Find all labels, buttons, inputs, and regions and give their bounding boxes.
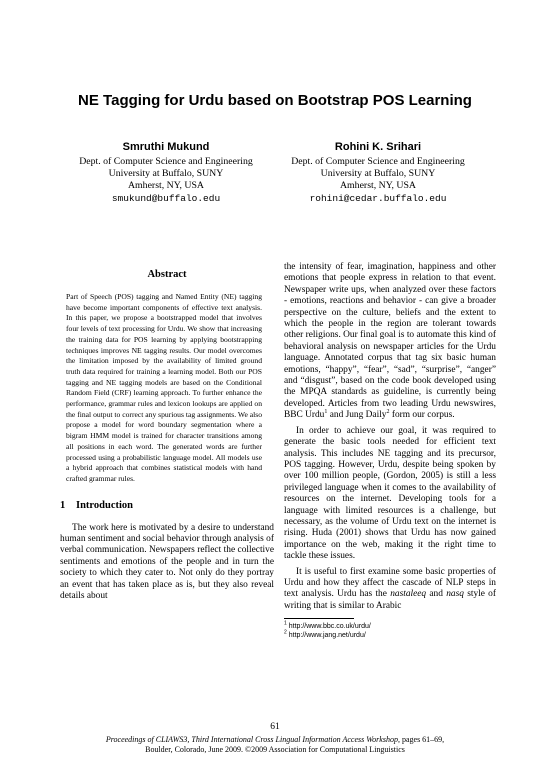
abstract-heading: Abstract xyxy=(147,269,187,280)
proceedings-venue: Proceedings of CLIAWS3, Third International Cross Lingual Information Access Workshop xyxy=(105,735,398,744)
author-block-1 xyxy=(56,140,276,205)
author-email: rohini@cedar.buffalo.edu xyxy=(309,192,447,204)
footnote-ref-2: 2 xyxy=(386,409,390,416)
footnotes xyxy=(284,618,496,640)
author-location: Amherst, NY, USA xyxy=(127,180,205,192)
author-location: Amherst, NY, USA xyxy=(339,180,417,192)
footnote-2 xyxy=(284,631,496,640)
right-paragraph-3 xyxy=(284,567,496,613)
section-title: Introduction xyxy=(76,499,133,511)
footnote-ref-1: 1 xyxy=(324,409,328,416)
paragraph-text: and xyxy=(426,589,447,600)
proceedings-line-2: Boulder, Colorado, June 2009. ©2009 Association for Computational Linguistics xyxy=(145,745,405,754)
right-paragraph-2: In order to achieve our goal, it was required to generate the basic tools needed for efficient text analysis. This includes NE tagging and its precursor, POS tagging. However, Urdu, despite being spoken by over 100 million people, (Gordon, 2005) is still a less privileged language when it comes to the availability of resources on the internet. Developing tools for a language with limited resources is a challenge, but necessary, as the volume of Urdu text on the internet is rising. Huda (2001) shows that Urdu has now gained importance on the web, making it the right time to tackle these issues. xyxy=(284,425,496,562)
abstract-text: Part of Speech (POS) tagging and Named Entity (NE) tagging have become important components of effective text analysis. In this paper, we propose a bootstrapped model that involves four levels of text processing for Urdu. We show that increasing the training data for POS learning by applying bootstrapping techniques improves NE tagging results. Our model overcomes the limitation imposed by the availability of limited ground truth data required for training a learning model. Both our POS tagging and NE tagging models are based on the Conditional Random Field (CRF) learning approach. To further enhance the performance, grammar rules and lexicon lookups are applied on the final output to correct any spurious tag assignments. We also propose a model for word boundary segmentation where a bigram HMM model is trained for character transitions among all positions in each word. The generated words are further processed using a probabilistic language model. All models use a hybrid approach that combines statistical models with hand crafted grammar rules. xyxy=(66,292,262,483)
author-university: University at Buffalo, SUNY xyxy=(320,168,436,180)
proceedings-footer xyxy=(0,735,550,755)
paragraph-text: the intensity of fear, imagination, happiness and other emotions that people express in relation to that event. Newspaper write ups, when analyzed over these factors - emotions, reactions and behavior - can give a broader perspective on the culture, beliefs and the extent to which the people in the region are tolerant towards other religions. Our final goal is to automate this kind of behavioral analysis on newspaper articles for the Urdu language. Annotated corpus that tag six basic human emotions, “happy”, “fear”, “sad”, “surprise”, “anger” and “disgust”, based on the code book developed using the MPQA standards as guideline, is currently being developed. Articles from two leading Urdu newswires, BBC Urdu xyxy=(284,262,496,421)
footnote-url[interactable]: http://www.jang.net/urdu/ xyxy=(288,632,366,640)
footnote-mark: 1 xyxy=(284,620,287,627)
author-name: Rohini K. Srihari xyxy=(334,141,422,153)
paragraph-text: style of writing that is similar to Arabic xyxy=(284,589,496,611)
right-column xyxy=(284,262,496,640)
footnote-mark: 2 xyxy=(284,629,287,636)
proceedings-line-1 xyxy=(0,735,550,745)
author-email: smukund@buffalo.edu xyxy=(111,192,221,204)
paragraph-text: and Jung Daily xyxy=(327,410,387,421)
author-university: University at Buffalo, SUNY xyxy=(108,168,224,180)
author-dept: Dept. of Computer Science and Engineering xyxy=(79,156,253,167)
term-nastaleeq: nastaleeq xyxy=(390,589,427,600)
author-dept: Dept. of Computer Science and Engineering xyxy=(291,156,465,167)
author-block-2 xyxy=(268,140,488,205)
intro-paragraph-1: The work here is motivated by a desire to understand human sentiment and social behavior through analysis of verbal communication. Newspapers reflect the collective sentiments and emotions of the people and in turn the society to which they cater to. Not only do they portray an event that has taken place as is, but they also reveal details about xyxy=(60,522,274,602)
left-column xyxy=(60,258,274,603)
proceedings-pages: , pages 61–69, xyxy=(397,735,445,744)
term-nasq: nasq xyxy=(446,589,464,600)
section-heading-introduction xyxy=(60,499,274,513)
paragraph-text: form our corpus. xyxy=(389,410,455,421)
section-number: 1 xyxy=(60,499,66,511)
paper-title: NE Tagging for Urdu based on Bootstrap POS Learning xyxy=(78,92,472,109)
paragraph-text: It is useful to first examine some basic properties of Urdu and how they affect the cascade of NLP steps in text analysis. Urdu has the xyxy=(284,566,496,600)
page-number: 61 xyxy=(270,722,280,732)
footnote-url[interactable]: http://www.bbc.co.uk/urdu/ xyxy=(288,623,371,631)
author-name: Smruthi Mukund xyxy=(122,141,210,153)
footnote-1 xyxy=(284,622,496,631)
right-paragraph-1 xyxy=(284,262,496,422)
footnote-rule xyxy=(284,618,354,619)
